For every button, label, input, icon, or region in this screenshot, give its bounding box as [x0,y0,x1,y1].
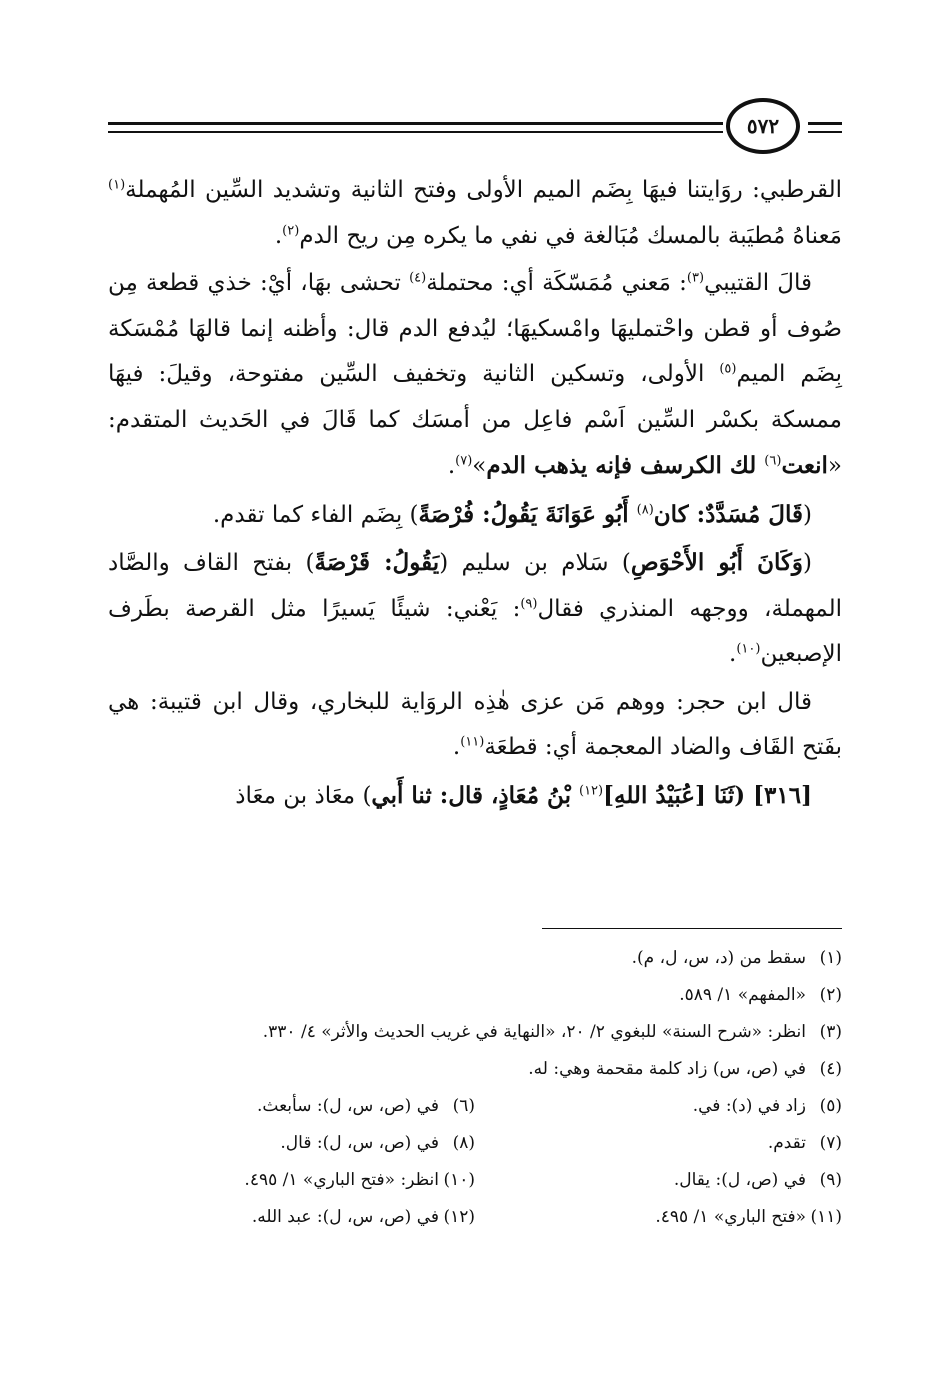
text-segment: [٣١٦] ( [734,781,812,809]
footnote-ref[interactable]: (١٢) [578,782,604,798]
paragraph-p1 [108,168,842,259]
footnote-ref[interactable]: (٥) [719,361,737,377]
footnote-row [108,1125,842,1162]
text-segment: . [274,222,283,249]
footnote [257,1096,475,1116]
text-segment: لك الكرسف فإنه يذهب الدم [486,452,765,479]
footnote [674,1170,842,1190]
paragraph-p2 [108,261,842,490]
text-segment: ) بِضَم الفاء كما تقدم. [212,501,419,528]
footnote-ref[interactable]: (١) [108,177,126,193]
footnote-number: (٨) [452,1133,475,1153]
text-segment: أَبُو عَوَانَةَ يَقُولُ: فُرْصَةً [418,500,637,528]
footnote-ref[interactable]: (٣) [686,270,705,286]
footnote [679,977,842,1014]
header-rule-thick [108,122,723,125]
footnote [280,1133,475,1153]
footnote-ref[interactable]: (٦) [764,453,782,469]
footnote-ref[interactable]: (٩) [520,595,538,611]
footnote-row [108,1014,842,1051]
footnote-row [108,977,842,1014]
text-segment: انعت [781,452,828,479]
text-segment: ( [803,550,813,576]
footnote-row [108,940,842,977]
footnote-number: (١٠) [443,1170,475,1190]
footnote-column [475,1125,842,1162]
footnote [528,1051,842,1088]
footnote [263,1014,842,1051]
header-rule-thin [108,131,723,133]
footnote-number: (٦) [452,1096,475,1116]
footnote-ref[interactable]: (١١) [460,734,485,750]
footnote-text: في (ص، ل): يقال. [673,1170,806,1190]
text-segment: ثَنَا [عُبَيْدُ اللهِ] [603,781,735,809]
text-segment: قال ابن حجر: ووهم مَن عزى هٰذِه الروَاية للبخاري، وقال ابن قتيبة: هي بفَتح القَاف والضاد المعجمة أي: قطعَة [108,688,842,760]
text-segment: قَالَ مُسَدَّدٌ: كان [653,500,804,528]
footnote-row [108,1199,842,1236]
footnote-text: «المفهم» ١/ ٥٨٩. [679,985,806,1005]
header-rule-right-thick [808,122,842,125]
header-rule-right-thin [808,131,842,133]
text-segment: القرطبي: روَايتنا فيهَا بِضَم الميم الأولى وفتح الثانية وتشديد السِّين المُهملة [125,177,842,203]
footnote [655,1207,842,1227]
text-segment: تحشى بهَا، أيْ: خذي قطعة مِن صُوف أو قطن واحْتمليهَا وامْسكيهَا؛ ليُدفع الدم قال: وأظنه إنما قالهَا مُمْسَكة بِضَم الميم [108,270,842,387]
footnote-ref[interactable]: (٤) [409,270,427,286]
main-text [108,168,842,819]
footnote-ref[interactable]: (١٠) [736,641,761,657]
page-header [108,98,842,158]
paragraph-p6 [108,773,842,820]
footnote-column [475,1199,842,1236]
page-number: ٥٧٢ [726,98,800,154]
footnote [252,1207,475,1227]
text-segment: بْنُ مُعَاذٍ، قال: ثنا أَبي [371,781,579,809]
text-segment: . [729,641,737,667]
footnote-number: (٣) [819,1022,842,1042]
footnote-number: (١٢) [443,1207,475,1227]
footnote-text: انظر: «شرح السنة» للبغوي ٢/ ٢٠، «النهاية في غريب الحديث والأثر» ٤/ ٣٣٠. [262,1022,806,1042]
paragraph-p4 [108,540,842,678]
footnote-column [108,1199,475,1236]
footnote [768,1133,842,1153]
footnotes [108,940,842,1236]
footnote [693,1096,842,1116]
footnote-text: سقط من (د، س، ل، م). [631,948,806,968]
text-segment: : يَعْني: شيئًا يَسيرًا مثل القرصة بطَرف الإصبعين [108,595,842,667]
footnote-number: (٤) [819,1059,842,1079]
footnote-row [108,1162,842,1199]
footnote-number: (٧) [819,1133,842,1153]
footnote-ref[interactable]: (٨) [636,501,654,517]
footnote-text: في (ص، س، ل): سأبعث. [257,1096,439,1116]
footnote-column [108,1125,475,1162]
footnote-row [108,1088,842,1125]
text-segment: » [472,453,487,479]
text-segment: ( [803,501,812,528]
footnote-number: (٩) [819,1170,842,1190]
paragraph-p3 [108,492,842,539]
footnote-text: زاد في (د): في. [692,1096,806,1116]
text-segment: قالَ القتيبي [704,270,812,296]
footnote-column [108,1162,475,1199]
text-segment: ) بفتح القاف والصَّاد المهملة، ووجهه المنذري فقال [108,550,842,622]
footnote-number: (٢) [819,985,842,1005]
footnote-text: تقدم. [767,1133,806,1153]
text-segment: مَعناهُ مُطيَبة بالمسك مُبَالغة في نفي ما يكره مِن ريح الدم [299,222,842,249]
text-segment: الأولى، وتسكين الثانية وتخفيف السِّين مفتوحة، وقيلَ: فيهَا ممسكة بكسْر السِّين اَسْم فاعِل من أمسَك كما قَالَ في الحَديث المتقدم: « [108,361,842,479]
text-segment: يَقُولُ: قَرْصَةً [314,549,440,576]
text-segment: . [452,734,461,760]
footnote-number: (١) [819,948,842,968]
footnote-text: انظر: «فتح الباري» ١/ ٤٩٥. [244,1170,439,1190]
footnote-number: (٥) [819,1096,842,1116]
footnote-column [475,1088,842,1125]
text-segment: وَكَانَ أَبُو الأَحْوَصِ [630,549,804,576]
paragraph-p5 [108,680,842,771]
footnote-column [475,1162,842,1199]
footnote-column [108,1088,475,1125]
footnote [632,940,842,977]
text-segment: . [447,453,456,479]
text-segment: ) معَاذ بن معَاذ [235,782,372,809]
footnote-divider [542,928,842,929]
footnote-text: «فتح الباري» ١/ ٤٩٥. [655,1207,806,1227]
footnote-ref[interactable]: (٧) [455,453,473,469]
footnote-text: في (ص، س، ل): قال. [280,1133,439,1153]
footnote-text: في (ص، س) زاد كلمة مقحمة وهي: له. [528,1059,806,1079]
footnote-ref[interactable]: (٢) [282,222,300,238]
footnote-row [108,1051,842,1088]
text-segment: ) سَلام بن سليم ( [439,550,631,576]
text-segment: : مَعني مُمَسّكَة أي: محتملة [426,270,687,296]
footnote-number: (١١) [810,1207,842,1227]
footnote [244,1170,475,1190]
footnote-text: في (ص، س، ل): عبد الله. [251,1207,439,1227]
